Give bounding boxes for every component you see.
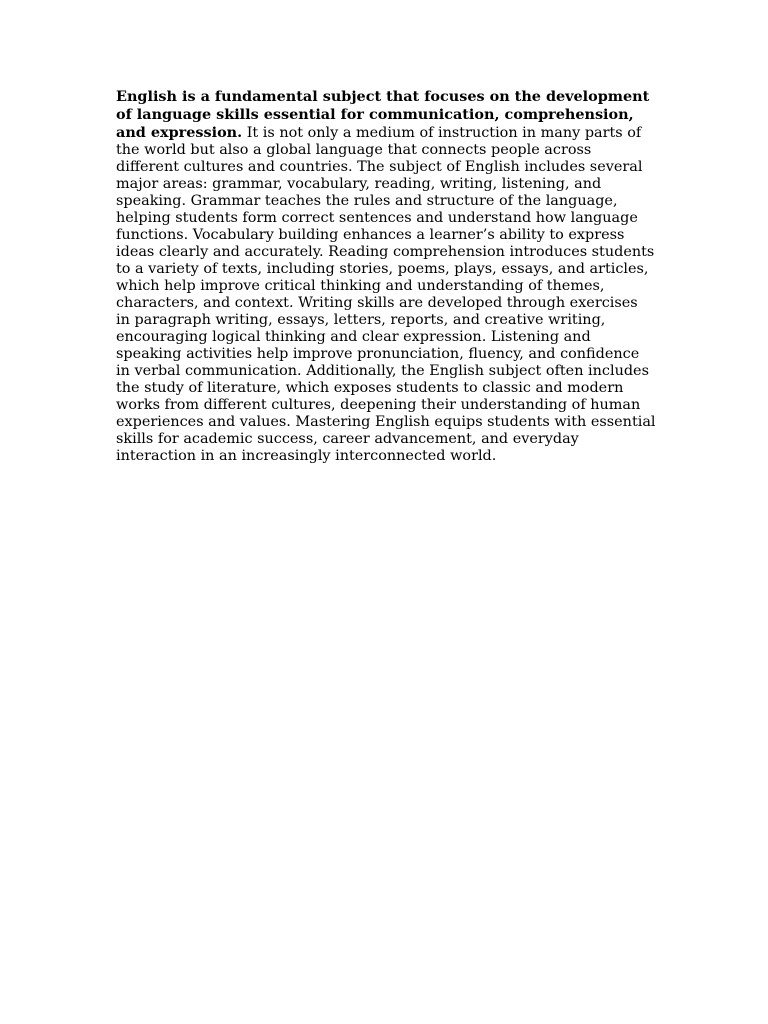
- paragraph-body-text: It is not only a medium of instruction in many parts of the world but also a global language that connects people across different cultures and countries. The subject of English includes several major areas: grammar, vocabulary, reading, writing, listening, and speaking. Grammar teaches the rules and structure of the language, helping students form correct sentences and understand how language functions. Vocabulary building enhances a learner’s ability to express ideas clearly and accurately. Reading comprehension introduces students to a variety of texts, including stories, poems, plays, essays, and articles, which help improve critical thinking and understanding of themes, characters, and context. Writing skills are developed through exercises in paragraph writing, essays, letters, reports, and creative writing, encouraging logical thinking and clear expression. Listening and speaking activities help improve pronunciation, fluency, and confidence in verbal communication. Additionally, the English subject often includes the study of literature, which exposes students to classic and modern works from different cultures, deepening their understanding of human experiences and values. Mastering English equips students with essential skills for academic success, career advancement, and everyday interaction in an increasingly interconnected world.: [116, 125, 656, 464]
- lead-sentence: English is a fundamental subject that focuses on the development of language skills essential for communication, comprehension, and expression.: [116, 88, 650, 141]
- body-paragraph: [116, 88, 656, 465]
